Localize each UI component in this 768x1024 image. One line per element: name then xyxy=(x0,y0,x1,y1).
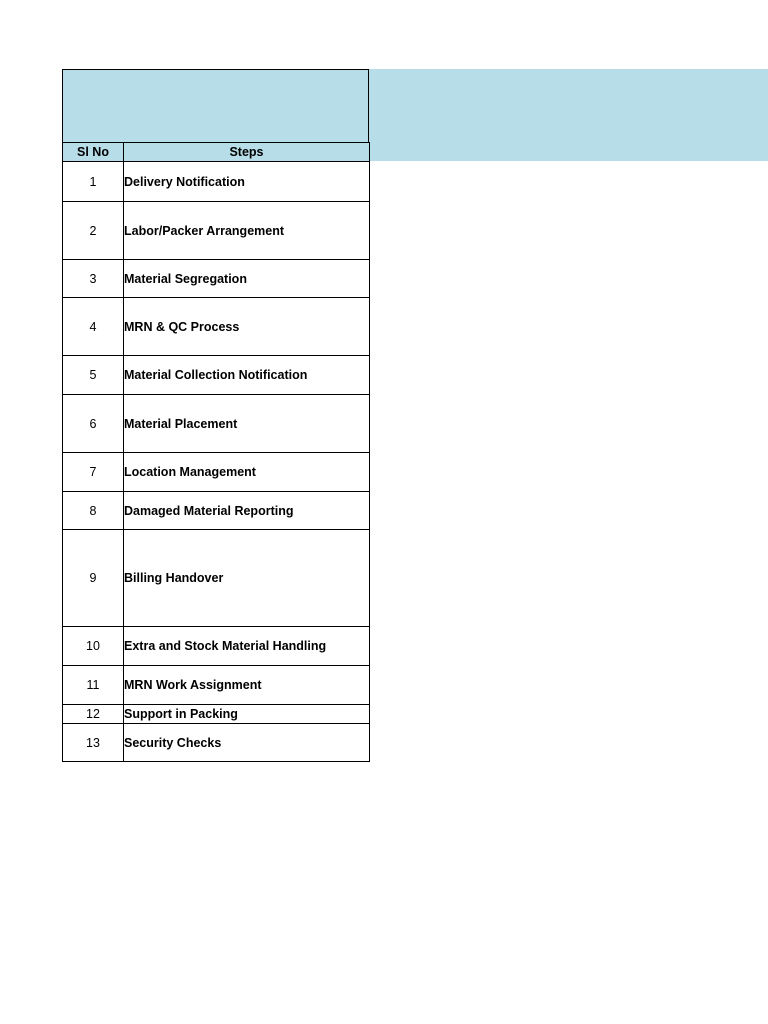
column-header-steps: Steps xyxy=(124,143,370,162)
table-row xyxy=(63,356,370,395)
table-row xyxy=(63,298,370,356)
table-row xyxy=(63,627,370,666)
step-name: Labor/Packer Arrangement xyxy=(124,202,370,260)
row-number: 7 xyxy=(63,453,124,492)
step-name: Delivery Notification xyxy=(124,162,370,202)
step-name: Material Segregation xyxy=(124,260,370,298)
row-number: 1 xyxy=(63,162,124,202)
row-number: 5 xyxy=(63,356,124,395)
table-row xyxy=(63,492,370,530)
table-row xyxy=(63,395,370,453)
table-row xyxy=(63,724,370,762)
table-row xyxy=(63,530,370,627)
header-title-cell xyxy=(62,69,369,142)
table-row xyxy=(63,260,370,298)
table-row xyxy=(63,162,370,202)
table-row xyxy=(63,202,370,260)
step-name: Damaged Material Reporting xyxy=(124,492,370,530)
table-row xyxy=(63,453,370,492)
row-number: 11 xyxy=(63,666,124,705)
row-number: 4 xyxy=(63,298,124,356)
step-name: Extra and Stock Material Handling xyxy=(124,627,370,666)
row-number: 13 xyxy=(63,724,124,762)
step-name: MRN & QC Process xyxy=(124,298,370,356)
step-name: Material Placement xyxy=(124,395,370,453)
row-number: 8 xyxy=(63,492,124,530)
column-header-sl-no: Sl No xyxy=(63,143,124,162)
steps-table xyxy=(62,142,370,762)
table-row xyxy=(63,666,370,705)
step-name: Billing Handover xyxy=(124,530,370,627)
table-header-row xyxy=(63,143,370,162)
row-number: 2 xyxy=(63,202,124,260)
row-number: 9 xyxy=(63,530,124,627)
row-number: 10 xyxy=(63,627,124,666)
row-number: 3 xyxy=(63,260,124,298)
row-number: 12 xyxy=(63,705,124,724)
step-name: Support in Packing xyxy=(124,705,370,724)
step-name: Security Checks xyxy=(124,724,370,762)
row-number: 6 xyxy=(63,395,124,453)
step-name: Location Management xyxy=(124,453,370,492)
table-row xyxy=(63,705,370,724)
step-name: MRN Work Assignment xyxy=(124,666,370,705)
step-name: Material Collection Notification xyxy=(124,356,370,395)
